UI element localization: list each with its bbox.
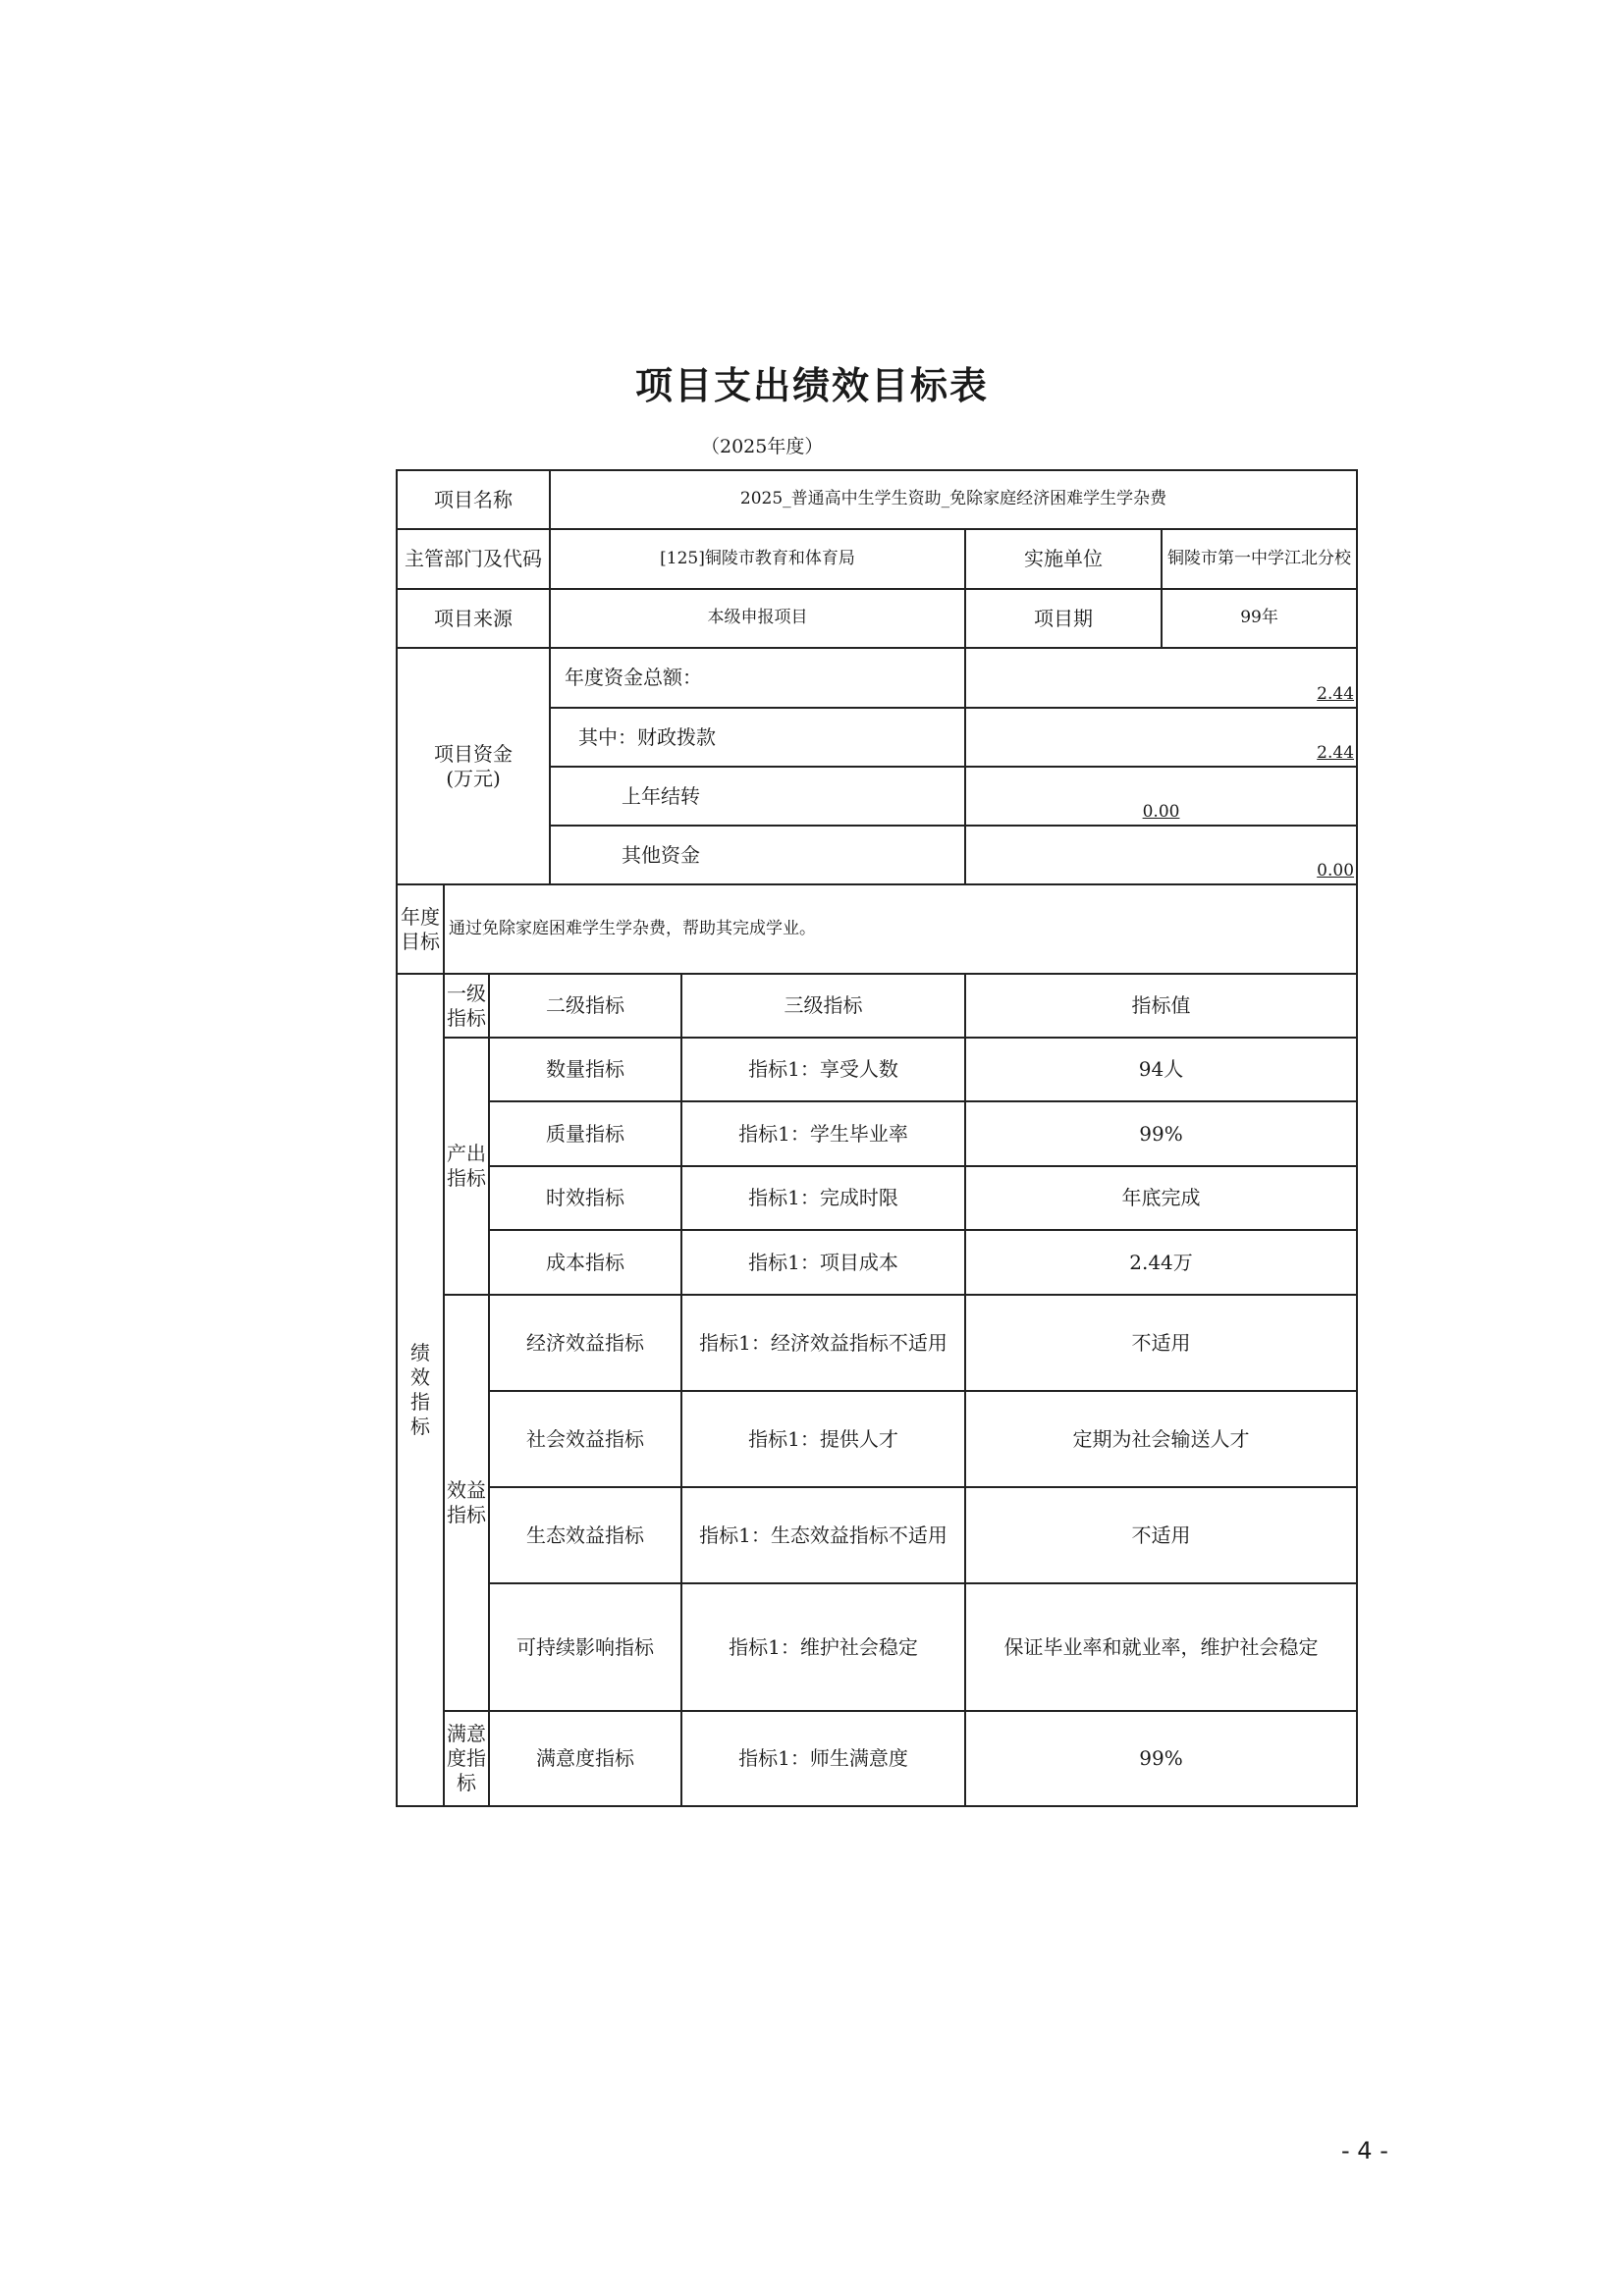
funds-label-line2: (万元) xyxy=(446,766,501,790)
project-name-label: 项目名称 xyxy=(397,470,550,529)
level2-cell: 数量指标 xyxy=(489,1038,681,1101)
fund-fiscal-label: 其中：财政拨款 xyxy=(550,708,965,767)
satisfaction-indicators-label-text: 满意 度指 标 xyxy=(447,1722,486,1794)
annual-goal-text: 通过免除家庭困难学生学杂费，帮助其完成学业。 xyxy=(444,884,1357,974)
project-name-value: 2025_普通高中生学生资助_免除家庭经济困难学生学杂费 xyxy=(550,470,1357,529)
indicator-row xyxy=(397,1230,1357,1295)
value-header: 指标值 xyxy=(965,974,1357,1038)
level3-cell: 指标1：项目成本 xyxy=(681,1230,965,1295)
level3-header: 三级指标 xyxy=(681,974,965,1038)
project-period-label: 项目期 xyxy=(965,589,1162,648)
output-indicators-label xyxy=(444,1038,489,1295)
document-year: （2025年度） xyxy=(701,436,824,457)
indicator-row xyxy=(397,1487,1357,1583)
level2-cell: 质量指标 xyxy=(489,1101,681,1166)
project-source-label: 项目来源 xyxy=(397,589,550,648)
annual-goal-label-line1: 年度 xyxy=(401,904,440,929)
performance-section-label xyxy=(397,974,444,1806)
fund-carryover-value: 0.00 xyxy=(1142,801,1180,822)
value-cell: 2.44万 xyxy=(965,1230,1357,1295)
fund-total-value: 2.44 xyxy=(1317,683,1355,704)
page-number: - 4 - xyxy=(1341,2137,1388,2164)
row-fund-total xyxy=(397,648,1357,708)
level2-cell: 经济效益指标 xyxy=(489,1295,681,1391)
implementing-unit-value: 铜陵市第一中学江北分校 xyxy=(1162,529,1357,589)
level3-cell: 指标1：享受人数 xyxy=(681,1038,965,1101)
level2-cell: 时效指标 xyxy=(489,1166,681,1230)
fund-total-cell xyxy=(965,648,1357,708)
benefit-indicators-label xyxy=(444,1295,489,1711)
level3-cell: 指标1：完成时限 xyxy=(681,1166,965,1230)
project-period-value: 99年 xyxy=(1162,589,1357,648)
row-indicator-header xyxy=(397,974,1357,1038)
value-cell: 不适用 xyxy=(965,1487,1357,1583)
level2-cell: 满意度指标 xyxy=(489,1711,681,1806)
indicator-row xyxy=(397,1583,1357,1711)
level3-cell: 指标1：师生满意度 xyxy=(681,1711,965,1806)
level2-cell: 可持续影响指标 xyxy=(489,1583,681,1711)
fund-fiscal-value: 2.44 xyxy=(1317,742,1355,763)
annual-goal-label-line2: 目标 xyxy=(401,929,440,953)
row-department xyxy=(397,529,1357,589)
value-cell: 年底完成 xyxy=(965,1166,1357,1230)
level3-cell: 指标1：生态效益指标不适用 xyxy=(681,1487,965,1583)
value-cell: 不适用 xyxy=(965,1295,1357,1391)
fund-fiscal-cell xyxy=(965,708,1357,767)
level1-header xyxy=(444,974,489,1038)
fund-other-label: 其他资金 xyxy=(550,826,965,884)
document-title: 项目支出绩效目标表 xyxy=(634,364,989,407)
benefit-indicators-label-text: 效益 指标 xyxy=(447,1478,486,1526)
level3-cell: 指标1：经济效益指标不适用 xyxy=(681,1295,965,1391)
level2-cell: 成本指标 xyxy=(489,1230,681,1295)
indicator-row xyxy=(397,1391,1357,1487)
department-label: 主管部门及代码 xyxy=(397,529,550,589)
value-cell: 99% xyxy=(965,1101,1357,1166)
value-cell: 保证毕业率和就业率，维护社会稳定 xyxy=(965,1583,1357,1711)
level2-header: 二级指标 xyxy=(489,974,681,1038)
indicator-row xyxy=(397,1295,1357,1391)
level2-cell: 生态效益指标 xyxy=(489,1487,681,1583)
value-cell: 定期为社会输送人才 xyxy=(965,1391,1357,1487)
level1-header-text: 一级 指标 xyxy=(447,981,486,1030)
project-source-value: 本级申报项目 xyxy=(550,589,965,648)
indicator-row xyxy=(397,1101,1357,1166)
funds-label-line1: 项目资金 xyxy=(434,741,513,766)
fund-carryover-cell xyxy=(965,767,1357,826)
level3-cell: 指标1：维护社会稳定 xyxy=(681,1583,965,1711)
output-indicators-label-text: 产出 指标 xyxy=(447,1142,486,1190)
row-annual-goal xyxy=(397,884,1357,974)
implementing-unit-label: 实施单位 xyxy=(965,529,1162,589)
value-cell: 99% xyxy=(965,1711,1357,1806)
fund-other-value: 0.00 xyxy=(1317,860,1355,881)
fund-carryover-label: 上年结转 xyxy=(550,767,965,826)
performance-section-label-text: 绩 效 指 标 xyxy=(410,1341,430,1438)
fund-other-cell xyxy=(965,826,1357,884)
value-cell: 94人 xyxy=(965,1038,1357,1101)
indicator-row xyxy=(397,1711,1357,1806)
level3-cell: 指标1：学生毕业率 xyxy=(681,1101,965,1166)
level3-cell: 指标1：提供人才 xyxy=(681,1391,965,1487)
row-project-name xyxy=(397,470,1357,529)
level2-cell: 社会效益指标 xyxy=(489,1391,681,1487)
fund-total-label: 年度资金总额： xyxy=(550,648,965,708)
annual-goal-label xyxy=(397,884,444,974)
department-value: [125]铜陵市教育和体育局 xyxy=(550,529,965,589)
indicator-row xyxy=(397,1038,1357,1101)
indicator-row xyxy=(397,1166,1357,1230)
row-source xyxy=(397,589,1357,648)
satisfaction-indicators-label xyxy=(444,1711,489,1806)
funds-label xyxy=(397,648,550,884)
performance-target-table xyxy=(396,469,1358,1807)
